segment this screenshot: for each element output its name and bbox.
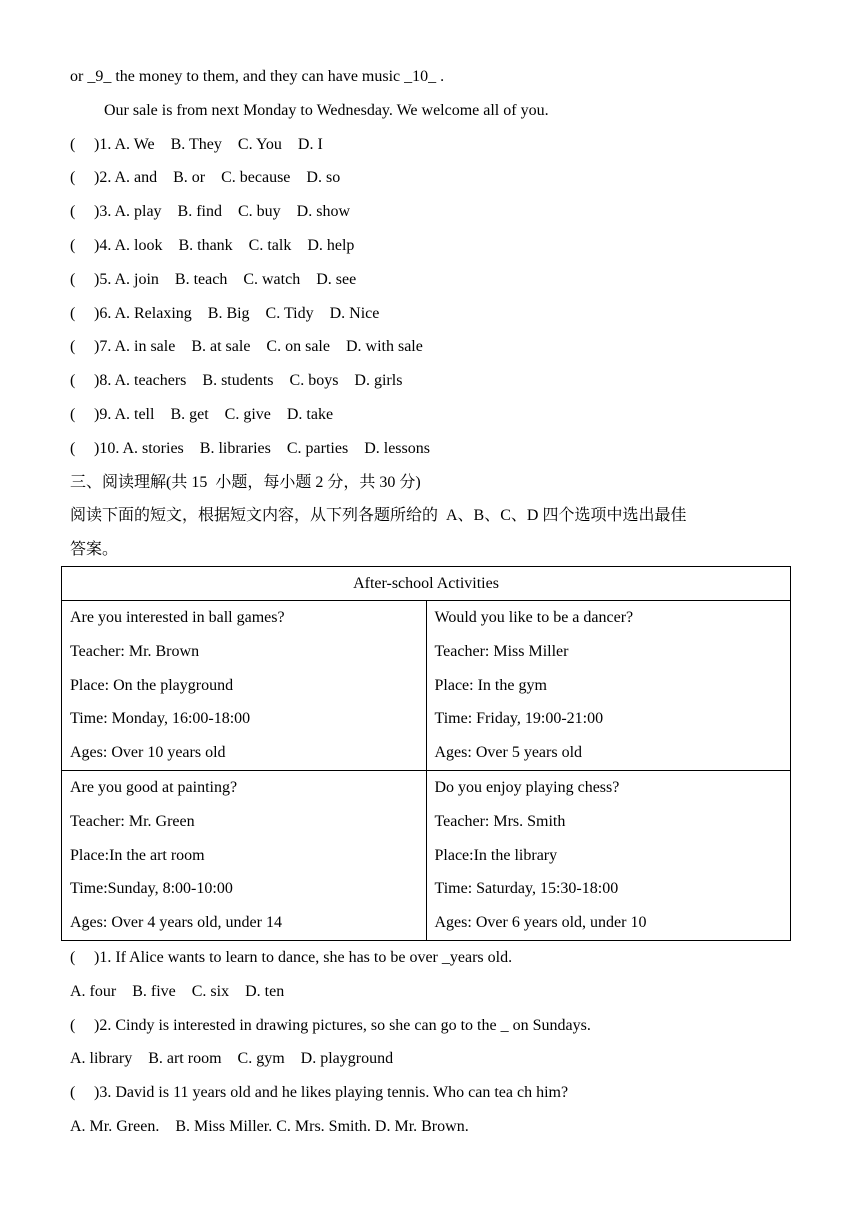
activity-ages: Ages: Over 5 years old <box>434 744 583 762</box>
activity-time: Time:Sunday, 8:00-10:00 <box>70 880 233 898</box>
table-title: After-school Activities <box>62 567 791 601</box>
answer-bracket[interactable]: ( <box>70 1084 76 1102</box>
cloze-question-list <box>70 128 792 466</box>
activity-teacher: Teacher: Miss Miller <box>434 642 569 660</box>
answer-bracket[interactable]: ( <box>70 338 76 356</box>
answer-bracket[interactable]: ( <box>70 203 76 221</box>
question-text: )7. A. in sale B. at sale C. on sale D. with sale <box>94 338 423 356</box>
answer-bracket[interactable]: ( <box>70 372 76 390</box>
activity-ages: Ages: Over 6 years old, under 10 <box>434 914 647 932</box>
question-text: )4. A. look B. thank C. talk D. help <box>94 236 355 254</box>
activity-place: Place: On the playground <box>70 676 234 694</box>
activity-ages: Ages: Over 4 years old, under 14 <box>70 914 282 932</box>
activity-ages: Ages: Over 10 years old <box>70 744 226 762</box>
answer-bracket[interactable]: ( <box>70 236 76 254</box>
question-text: )9. A. tell B. get C. give D. take <box>94 405 334 423</box>
passage-line: or _9_ the money to them, and they can have music _10_ . <box>70 68 445 85</box>
question-text: )10. A. stories B. libraries C. parties D. lessons <box>94 439 430 457</box>
activity-cell-painting <box>62 770 427 940</box>
section-instruction: 阅读下面的短文，根据短文内容，从下列各题所给的 A、B、C、D 四个选项中选出最佳 <box>70 507 687 525</box>
section-instruction: 答案。 <box>70 541 119 559</box>
activities-table <box>61 566 791 941</box>
reading-question <box>70 1009 792 1043</box>
activity-cell-dance <box>426 601 791 771</box>
answer-bracket[interactable]: ( <box>70 169 76 187</box>
answer-bracket[interactable]: ( <box>70 304 76 322</box>
answer-bracket[interactable]: ( <box>70 949 76 966</box>
activity-question: Would you like to be a dancer? <box>434 609 634 626</box>
question-stem: )2. Cindy is interested in drawing pictures, so she can go to the _ on Sundays. <box>94 1016 591 1034</box>
activity-place: Place:In the library <box>434 846 558 864</box>
cloze-question <box>70 229 792 263</box>
question-options: A. library B. art room C. gym D. playground <box>70 1050 394 1068</box>
section-heading: 三、阅读理解(共 15 小题，每小题 2 分，共 30 分) <box>70 473 421 491</box>
question-text: )3. A. play B. find C. buy D. show <box>94 203 350 221</box>
question-options: A. Mr. Green. B. Miss Miller. C. Mrs. Smith. D. Mr. Brown. <box>70 1117 469 1135</box>
question-options: A. four B. five C. six D. ten <box>70 982 285 1000</box>
activity-question: Are you interested in ball games? <box>70 609 285 626</box>
activity-time: Time: Friday, 19:00-21:00 <box>434 710 604 728</box>
cloze-question <box>70 195 792 229</box>
question-text: )8. A. teachers B. students C. boys D. girls <box>94 372 403 390</box>
question-text: )2. A. and B. or C. because D. so <box>94 169 341 187</box>
activity-place: Place: In the gym <box>434 676 547 694</box>
reading-question <box>70 1076 792 1110</box>
activity-teacher: Teacher: Mr. Brown <box>70 642 200 660</box>
reading-question-list <box>70 941 792 1144</box>
activity-time: Time: Saturday, 15:30-18:00 <box>434 880 619 898</box>
cloze-question <box>70 128 792 162</box>
reading-question <box>70 941 792 975</box>
cloze-question <box>70 161 792 195</box>
answer-bracket[interactable]: ( <box>70 405 76 423</box>
cloze-question <box>70 297 792 331</box>
question-stem: )3. David is 11 years old and he likes playing tennis. Who can tea ch him? <box>94 1084 569 1102</box>
cloze-question <box>70 330 792 364</box>
question-text: )1. A. We B. They C. You D. I <box>94 135 323 153</box>
activity-teacher: Teacher: Mrs. Smith <box>434 812 566 830</box>
question-stem: )1. If Alice wants to learn to dance, she has to be over _years old. <box>94 949 513 966</box>
answer-bracket[interactable]: ( <box>70 1016 76 1034</box>
answer-bracket[interactable]: ( <box>70 439 76 457</box>
answer-bracket[interactable]: ( <box>70 135 76 153</box>
activity-teacher: Teacher: Mr. Green <box>70 812 195 830</box>
passage-line: Our sale is from next Monday to Wednesday. We welcome all of you. <box>104 101 549 119</box>
question-text: )6. A. Relaxing B. Big C. Tidy D. Nice <box>94 304 380 322</box>
exam-page <box>70 60 792 567</box>
cloze-question <box>70 398 792 432</box>
cloze-question <box>70 432 792 466</box>
answer-bracket[interactable]: ( <box>70 270 76 288</box>
cloze-question <box>70 364 792 398</box>
activity-cell-chess <box>426 770 791 940</box>
question-text: )5. A. join B. teach C. watch D. see <box>94 270 357 288</box>
activity-place: Place:In the art room <box>70 846 205 864</box>
activity-question: Are you good at painting? <box>70 778 238 796</box>
activity-time: Time: Monday, 16:00-18:00 <box>70 710 251 728</box>
cloze-question <box>70 263 792 297</box>
activity-question: Do you enjoy playing chess? <box>434 778 620 796</box>
activity-cell-ball-games <box>62 601 427 771</box>
